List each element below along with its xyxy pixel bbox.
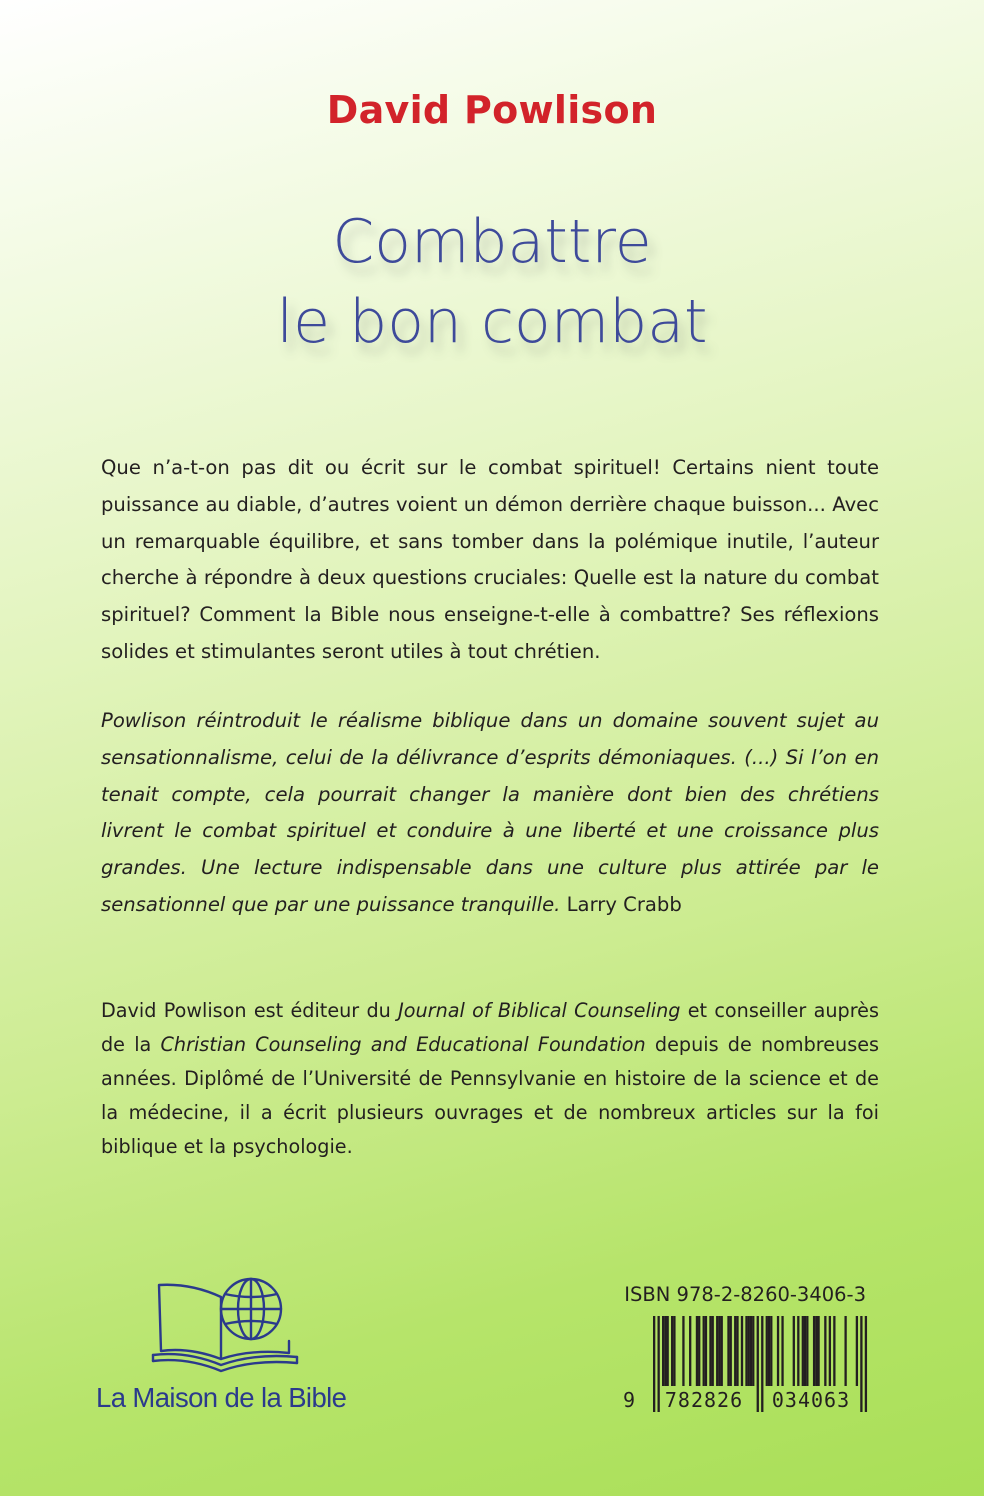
barcode-bar	[802, 1316, 804, 1386]
endorsement-quote: Powlison réintroduit le réalisme biblique dans un domaine souvent sujet au sensationnalisme, celui de la délivrance d’esprits démoniaques. (...) Si l’on en tenait compte, cela pourrait changer la manière dont bien des chrétiens livrent le combat spirituel et conduire à une liberté et une croissance plus grandes. Une lecture indispensable dans une culture plus attirée par le sensationnel que par une puissance tranquille.	[101, 709, 879, 916]
barcode-bar	[705, 1316, 707, 1386]
barcode-bar	[856, 1316, 858, 1386]
barcode-guard-bar	[757, 1316, 759, 1412]
barcode-bar	[664, 1316, 666, 1386]
barcode-digits-right: 034063	[771, 1388, 851, 1412]
bio-text-1: David Powlison est éditeur du	[101, 999, 399, 1022]
barcode-bar	[752, 1316, 754, 1386]
barcode-bar	[682, 1316, 684, 1386]
author-bio-paragraph	[101, 994, 879, 1164]
barcode-bar	[712, 1316, 714, 1386]
barcode-bar	[709, 1316, 711, 1386]
barcode-bar	[689, 1316, 691, 1386]
barcode-bar	[696, 1316, 698, 1386]
barcode-bar	[662, 1316, 664, 1386]
barcode-bar	[716, 1316, 718, 1386]
barcode-bar	[766, 1316, 768, 1386]
isbn-label: ISBN 978-2-8260-3406-3	[624, 1283, 866, 1306]
barcode-bar	[721, 1316, 723, 1386]
barcode-bar	[804, 1316, 806, 1386]
barcode-bar	[667, 1316, 669, 1386]
bio-text-3: depuis de nombreuses années. Diplômé de l’Université de Pennsylvanie en histoire de la science et de la médecine, il a écrit plusieurs ouvrages et de nombreux articles sur la foi biblique et la psychologie.	[101, 1033, 879, 1158]
barcode-bar	[750, 1316, 752, 1386]
barcode-bar	[817, 1316, 819, 1386]
description-text: Que n’a-t-on pas dit ou écrit sur le combat spirituel! Certains nient toute puissance au diable, d’autres voient un démon derrière chaque buisson... Avec un remarquable équilibre, et sans tomber dans la polémique inutile, l’auteur cherche à répondre à deux questions cruciales: Quelle est la nature du combat spirituel? Comment la Bible nous enseigne-t-elle à combattre? Ses réflexions solides et stimulantes seront utiles à tout chrétien.	[101, 456, 879, 663]
barcode-digits-left: 782826	[664, 1388, 744, 1412]
barcode-bar	[671, 1316, 673, 1386]
barcode-bar	[829, 1316, 831, 1386]
barcode-bar	[698, 1316, 700, 1386]
barcode-bar	[741, 1316, 743, 1386]
barcode-bar	[797, 1316, 799, 1386]
barcode-bar	[734, 1316, 736, 1386]
barcode-bar	[824, 1316, 826, 1386]
barcode-bar	[806, 1316, 808, 1386]
book-title	[0, 202, 984, 362]
barcode-bar	[748, 1316, 750, 1386]
barcode-bar	[793, 1316, 795, 1386]
barcode-bar	[770, 1316, 772, 1386]
barcode-bar	[815, 1316, 817, 1386]
bio-text-2: et conseiller auprès de la	[101, 999, 879, 1056]
endorsement-paragraph	[101, 703, 879, 924]
bio-foundation-name: Christian Counseling and Educational Foundation	[160, 1033, 646, 1056]
barcode-bar	[727, 1316, 729, 1386]
barcode-bar	[730, 1316, 732, 1386]
description-paragraph	[101, 450, 879, 671]
barcode-bar	[833, 1316, 835, 1386]
barcode-guard-bar	[865, 1316, 867, 1412]
barcode-digit-first: 9	[623, 1388, 636, 1412]
barcode-bar	[768, 1316, 770, 1386]
barcode-bar	[673, 1316, 675, 1386]
book-title-line-1: Combattre	[332, 207, 652, 277]
barcode-bar	[703, 1316, 705, 1386]
endorsement-signature: Larry Crabb	[566, 892, 682, 916]
barcode-bar	[736, 1316, 738, 1386]
barcode-bar	[844, 1316, 846, 1386]
open-book-globe-icon	[151, 1275, 301, 1375]
publisher-logo	[96, 1275, 358, 1425]
book-title-line-2: le bon combat	[276, 287, 708, 357]
barcode-bar	[813, 1316, 815, 1386]
barcode-bar	[781, 1316, 783, 1386]
barcode-bar	[718, 1316, 720, 1386]
barcode-bar	[777, 1316, 779, 1386]
bio-journal-name: Journal of Biblical Counseling	[398, 999, 681, 1022]
author-name: David Powlison	[326, 88, 658, 132]
publisher-name: La Maison de la Bible	[96, 1382, 347, 1413]
barcode-bar	[745, 1316, 747, 1386]
